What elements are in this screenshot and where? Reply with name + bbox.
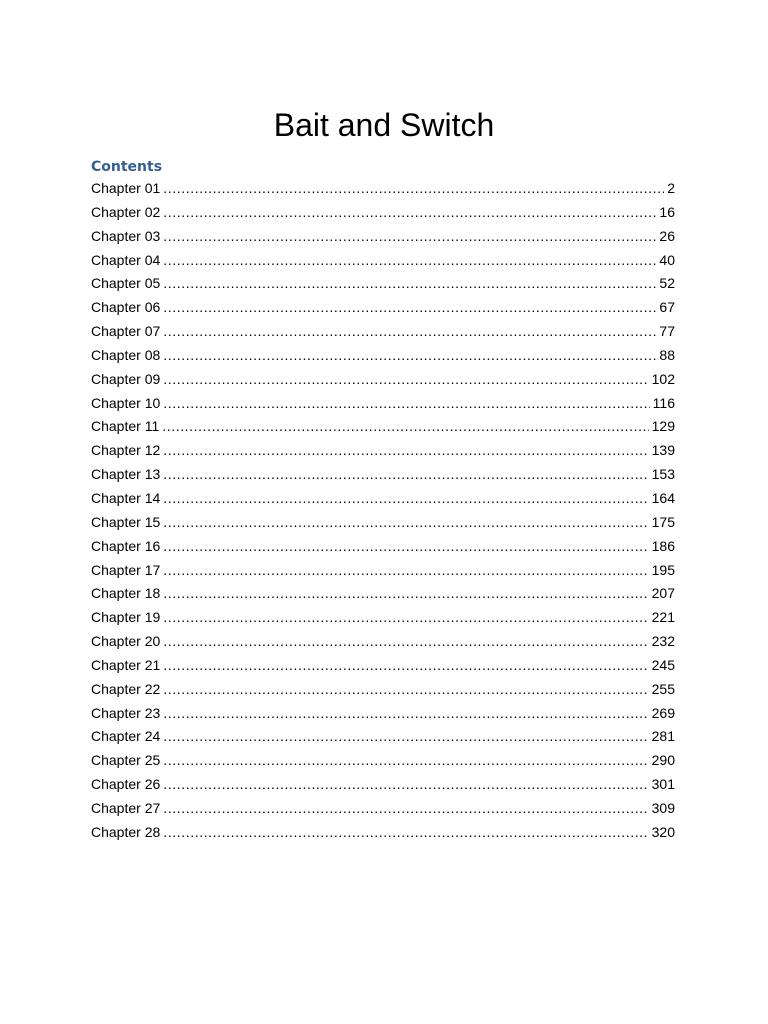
toc-dot-leader xyxy=(163,773,648,797)
toc-dot-leader xyxy=(163,797,648,821)
toc-entry-label: Chapter 25 xyxy=(91,752,161,769)
toc-entry-label: Chapter 12 xyxy=(91,442,161,459)
toc-entry-label: Chapter 11 xyxy=(91,418,160,435)
toc-entry-label: Chapter 06 xyxy=(91,299,161,316)
toc-dot-leader xyxy=(163,320,656,344)
toc-dot-leader xyxy=(163,559,648,583)
toc-dot-leader xyxy=(163,702,648,726)
toc-entry-page-number: 309 xyxy=(651,799,675,816)
toc-entry[interactable] xyxy=(91,201,675,225)
toc-entry[interactable] xyxy=(91,320,675,344)
toc-entry-label: Chapter 15 xyxy=(91,513,161,530)
toc-entry-label: Chapter 17 xyxy=(91,561,161,578)
toc-entry-page-number: 40 xyxy=(659,251,675,268)
toc-dot-leader xyxy=(163,368,648,392)
toc-dot-leader xyxy=(163,439,648,463)
toc-entry[interactable] xyxy=(91,702,675,726)
toc-dot-leader xyxy=(163,630,648,654)
toc-entry[interactable] xyxy=(91,654,675,678)
toc-entry[interactable] xyxy=(91,535,675,559)
toc-entry-page-number: 320 xyxy=(651,823,675,840)
toc-dot-leader xyxy=(163,678,648,702)
toc-dot-leader xyxy=(163,606,648,630)
toc-entry-label: Chapter 09 xyxy=(91,370,161,387)
toc-entry-page-number: 232 xyxy=(651,633,675,650)
toc-entry[interactable] xyxy=(91,606,675,630)
toc-dot-leader xyxy=(163,392,649,416)
toc-entry[interactable] xyxy=(91,725,675,749)
toc-entry[interactable] xyxy=(91,821,675,845)
toc-dot-leader xyxy=(163,249,656,273)
toc-entry-label: Chapter 03 xyxy=(91,227,161,244)
toc-entry[interactable] xyxy=(91,797,675,821)
toc-entry-page-number: 245 xyxy=(651,656,675,673)
toc-entry[interactable] xyxy=(91,582,675,606)
toc-dot-leader xyxy=(163,487,648,511)
toc-entry-label: Chapter 23 xyxy=(91,704,161,721)
toc-dot-leader xyxy=(163,749,648,773)
document-title: Bait and Switch xyxy=(273,107,495,144)
toc-dot-leader xyxy=(163,344,656,368)
toc-entry-page-number: 195 xyxy=(651,561,675,578)
toc-dot-leader xyxy=(163,725,648,749)
toc-entry-label: Chapter 16 xyxy=(91,537,161,554)
toc-entry[interactable] xyxy=(91,773,675,797)
toc-entry-page-number: 129 xyxy=(651,418,675,435)
toc-entry-page-number: 26 xyxy=(659,227,675,244)
toc-entry-page-number: 207 xyxy=(651,585,675,602)
toc-entry[interactable] xyxy=(91,296,675,320)
toc-dot-leader xyxy=(163,511,648,535)
toc-entry-page-number: 175 xyxy=(651,513,675,530)
toc-entry-label: Chapter 21 xyxy=(91,656,161,673)
toc-entry-page-number: 269 xyxy=(651,704,675,721)
toc-dot-leader xyxy=(163,654,648,678)
toc-entry[interactable] xyxy=(91,559,675,583)
toc-entry[interactable] xyxy=(91,749,675,773)
toc-dot-leader xyxy=(163,821,648,845)
toc-entry[interactable] xyxy=(91,678,675,702)
toc-dot-leader xyxy=(163,272,656,296)
toc-entry-label: Chapter 22 xyxy=(91,680,161,697)
toc-entry[interactable] xyxy=(91,272,675,296)
table-of-contents xyxy=(91,157,675,845)
toc-entry[interactable] xyxy=(91,415,675,439)
toc-entry-label: Chapter 01 xyxy=(91,180,161,196)
toc-entry[interactable] xyxy=(91,511,675,535)
toc-entry-label: Chapter 05 xyxy=(91,275,161,292)
toc-entry-label: Chapter 08 xyxy=(91,346,161,363)
toc-dot-leader xyxy=(163,296,656,320)
toc-entry-label: Chapter 19 xyxy=(91,609,161,626)
toc-entry-page-number: 221 xyxy=(651,609,675,626)
toc-dot-leader xyxy=(163,201,656,225)
toc-entry[interactable] xyxy=(91,439,675,463)
toc-entry-label: Chapter 02 xyxy=(91,203,161,220)
toc-entry[interactable] xyxy=(91,249,675,273)
toc-entry-page-number: 281 xyxy=(651,728,675,745)
toc-entry-label: Chapter 18 xyxy=(91,585,161,602)
toc-entry-label: Chapter 26 xyxy=(91,776,161,793)
toc-entry-page-number: 164 xyxy=(651,489,675,506)
toc-entry-page-number: 77 xyxy=(659,323,675,340)
toc-heading: Contents xyxy=(91,159,163,175)
toc-entry[interactable] xyxy=(91,344,675,368)
toc-entry-label: Chapter 28 xyxy=(91,823,161,840)
toc-entry[interactable] xyxy=(91,225,675,249)
toc-entry-page-number: 2 xyxy=(667,180,675,196)
toc-entry[interactable] xyxy=(91,177,675,201)
toc-dot-leader xyxy=(163,177,664,201)
toc-dot-leader xyxy=(163,463,648,487)
toc-entry-page-number: 301 xyxy=(651,776,675,793)
toc-entry-page-number: 186 xyxy=(651,537,675,554)
toc-entry-page-number: 88 xyxy=(659,346,675,363)
toc-entry-page-number: 153 xyxy=(651,466,675,483)
toc-entry-label: Chapter 24 xyxy=(91,728,161,745)
toc-entry-page-number: 139 xyxy=(651,442,675,459)
toc-entry-label: Chapter 07 xyxy=(91,323,161,340)
toc-entry-page-number: 255 xyxy=(651,680,675,697)
toc-entry-label: Chapter 27 xyxy=(91,799,161,816)
toc-entry-label: Chapter 13 xyxy=(91,466,161,483)
toc-entry-page-number: 16 xyxy=(659,203,675,220)
toc-dot-leader xyxy=(163,582,648,606)
toc-entry-page-number: 116 xyxy=(652,394,675,411)
toc-entry-label: Chapter 14 xyxy=(91,489,161,506)
toc-entry-page-number: 52 xyxy=(659,275,675,292)
toc-entry[interactable] xyxy=(91,463,675,487)
toc-entry[interactable] xyxy=(91,368,675,392)
toc-entry-label: Chapter 10 xyxy=(91,394,161,411)
toc-entry-label: Chapter 20 xyxy=(91,633,161,650)
toc-entry-page-number: 290 xyxy=(651,752,675,769)
toc-dot-leader xyxy=(163,535,648,559)
toc-entry[interactable] xyxy=(91,487,675,511)
toc-entry[interactable] xyxy=(91,630,675,654)
toc-list xyxy=(91,177,675,845)
toc-entry-label: Chapter 04 xyxy=(91,251,161,268)
toc-entry[interactable] xyxy=(91,392,675,416)
toc-dot-leader xyxy=(163,225,656,249)
toc-entry-page-number: 67 xyxy=(659,299,675,316)
toc-entry-page-number: 102 xyxy=(651,370,675,387)
toc-dot-leader xyxy=(162,415,648,439)
